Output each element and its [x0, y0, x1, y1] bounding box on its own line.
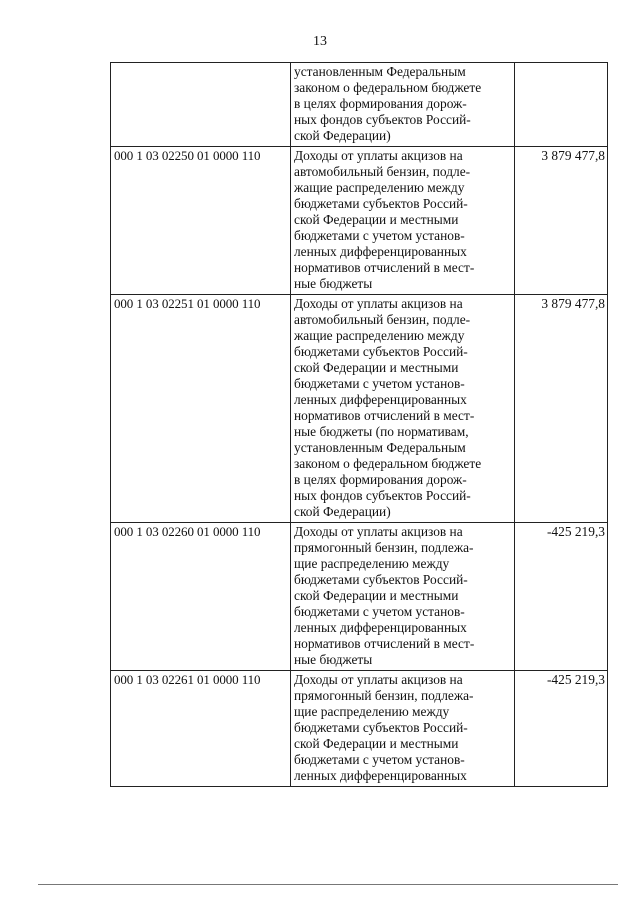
table-row	[111, 147, 608, 295]
revenue-name-line: нормативов отчислений в мест-	[294, 408, 475, 423]
revenue-name-line: ленных дифференцированных	[294, 768, 467, 783]
revenue-name-line: бюджетами с учетом установ-	[294, 228, 465, 243]
revenue-name-line: бюджетами субъектов Россий-	[294, 572, 468, 587]
revenue-name-line: автомобильный бензин, подле-	[294, 164, 471, 179]
revenue-name-line: ленных дифференцированных	[294, 620, 467, 635]
amount-cell: -425 219,3	[515, 671, 608, 787]
revenue-name-line: в целях формирования дорож-	[294, 96, 467, 111]
table-row	[111, 63, 608, 147]
table-row	[111, 523, 608, 671]
budget-code-cell: 000 1 03 02251 01 0000 110	[111, 295, 291, 523]
revenue-name-cell	[291, 63, 515, 147]
revenue-name-line: в целях формирования дорож-	[294, 472, 467, 487]
revenue-name-line: Доходы от уплаты акцизов на	[294, 296, 463, 311]
revenue-table	[110, 62, 608, 787]
table-row	[111, 295, 608, 523]
budget-code-cell: 000 1 03 02250 01 0000 110	[111, 147, 291, 295]
revenue-name-line: щие распределению между	[294, 704, 450, 719]
footer-rule	[38, 884, 618, 885]
revenue-name-line: ской Федерации)	[294, 504, 391, 519]
revenue-name-line: Доходы от уплаты акцизов на	[294, 148, 463, 163]
page-number: 13	[313, 34, 327, 49]
revenue-name-line: нормативов отчислений в мест-	[294, 260, 475, 275]
revenue-name-line: нормативов отчислений в мест-	[294, 636, 475, 651]
revenue-name-line: ные бюджеты (по нормативам,	[294, 424, 469, 439]
amount-cell: 3 879 477,8	[515, 295, 608, 523]
revenue-name-line: законом о федеральном бюджете	[294, 80, 482, 95]
amount-cell: 3 879 477,8	[515, 147, 608, 295]
revenue-name-line: законом о федеральном бюджете	[294, 456, 482, 471]
amount-cell	[515, 63, 608, 147]
revenue-name-cell	[291, 671, 515, 787]
revenue-name-line: ской Федерации и местными	[294, 588, 459, 603]
revenue-name-line: установленным Федеральным	[294, 440, 466, 455]
table-row	[111, 671, 608, 787]
revenue-name-line: ской Федерации и местными	[294, 360, 459, 375]
revenue-name-line: ской Федерации)	[294, 128, 391, 143]
revenue-name-line: Доходы от уплаты акцизов на	[294, 524, 463, 539]
revenue-name-cell	[291, 147, 515, 295]
revenue-name-line: бюджетами с учетом установ-	[294, 604, 465, 619]
budget-code-cell	[111, 63, 291, 147]
revenue-name-line: установленным Федеральным	[294, 64, 466, 79]
revenue-name-line: бюджетами с учетом установ-	[294, 752, 465, 767]
revenue-name-line: бюджетами субъектов Россий-	[294, 344, 468, 359]
revenue-name-line: ных фондов субъектов Россий-	[294, 112, 471, 127]
revenue-name-line: щие распределению между	[294, 556, 450, 571]
revenue-name-line: ленных дифференцированных	[294, 392, 467, 407]
budget-code-cell: 000 1 03 02261 01 0000 110	[111, 671, 291, 787]
revenue-name-line: прямогонный бензин, подлежа-	[294, 540, 474, 555]
revenue-name-line: ных фондов субъектов Россий-	[294, 488, 471, 503]
amount-cell: -425 219,3	[515, 523, 608, 671]
revenue-name-cell	[291, 523, 515, 671]
revenue-name-line: прямогонный бензин, подлежа-	[294, 688, 474, 703]
revenue-name-line: жащие распределению между	[294, 328, 465, 343]
revenue-name-line: Доходы от уплаты акцизов на	[294, 672, 463, 687]
revenue-name-line: ской Федерации и местными	[294, 736, 459, 751]
revenue-name-line: ленных дифференцированных	[294, 244, 467, 259]
revenue-name-line: автомобильный бензин, подле-	[294, 312, 471, 327]
revenue-name-line: бюджетами субъектов Россий-	[294, 196, 468, 211]
revenue-name-line: бюджетами с учетом установ-	[294, 376, 465, 391]
budget-code-cell: 000 1 03 02260 01 0000 110	[111, 523, 291, 671]
revenue-name-line: ные бюджеты	[294, 652, 373, 667]
revenue-name-line: жащие распределению между	[294, 180, 465, 195]
revenue-name-line: ные бюджеты	[294, 276, 373, 291]
revenue-name-cell	[291, 295, 515, 523]
revenue-name-line: ской Федерации и местными	[294, 212, 459, 227]
revenue-name-line: бюджетами субъектов Россий-	[294, 720, 468, 735]
